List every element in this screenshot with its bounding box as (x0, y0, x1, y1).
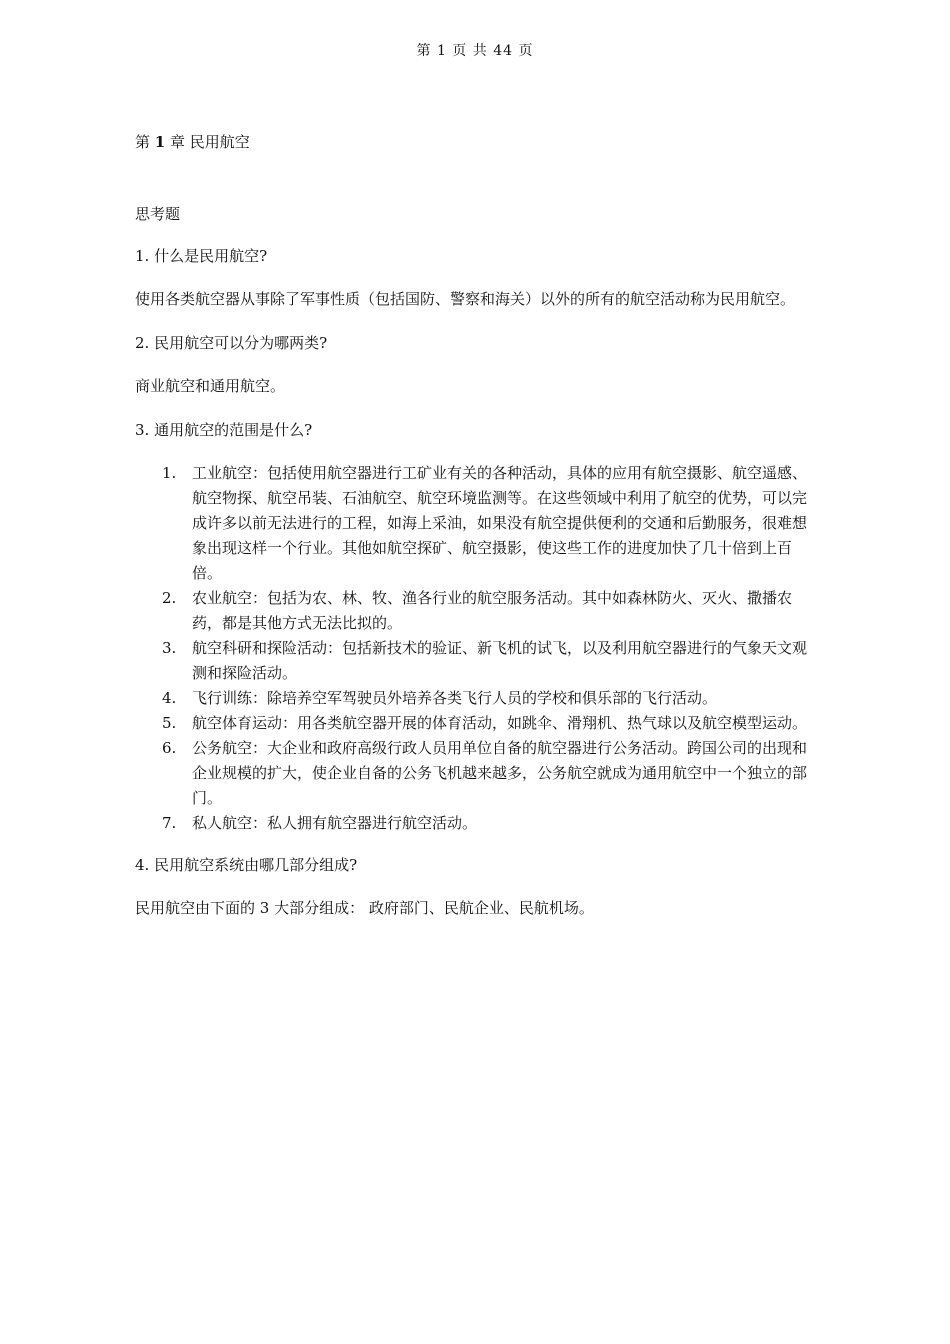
chapter-prefix: 第 (135, 133, 151, 151)
list-item-number: 3. (162, 639, 177, 657)
list-item-text: 航空体育运动：用各类航空器开展的体育活动，如跳伞、滑翔机、热气球以及航空模型运动。 (192, 714, 808, 732)
answer-1: 使用各类航空器从事除了军事性质（包括国防、警察和海关）以外的所有的航空活动称为民用航空。 (135, 290, 796, 308)
list-item (135, 586, 810, 636)
list-item-text: 飞行训练：除培养空军驾驶员外培养各类飞行人员的学校和俱乐部的飞行活动。 (192, 689, 718, 707)
list-item-text: 航空科研和探险活动：包括新技术的验证、新飞机的试飞，以及利用航空器进行的气象天文观测和探险活动。 (192, 639, 808, 682)
page-header: 第 1 页 共 44 页 (416, 43, 534, 59)
list-item-number: 6. (162, 739, 177, 757)
list-item-number: 1. (162, 464, 177, 482)
list-item-text: 工业航空：包括使用航空器进行工矿业有关的各种活动，具体的应用有航空摄影、航空遥感、航空物探、航空吊装、石油航空、航空环境监测等。在这些领域中利用了航空的优势，可以完成许多以前无法进行的工程，如海上采油，如果没有航空提供便利的交通和后勤服务，很难想象出现这样一个行业。其他如航空探矿、航空摄影，使这些工作的进度加快了几十倍到上百倍。 (192, 464, 808, 582)
list-item-text: 公务航空：大企业和政府高级行政人员用单位自备的航空器进行公务活动。跨国公司的出现和企业规模的扩大，使企业自备的公务飞机越来越多，公务航空就成为通用航空中一个独立的部门。 (192, 739, 808, 807)
question-3: 3. 通用航空的范围是什么? (135, 421, 313, 439)
list-item (135, 811, 810, 836)
list-item (135, 461, 810, 586)
scope-list (135, 461, 810, 836)
list-item (135, 686, 810, 711)
list-item (135, 636, 810, 686)
question-2: 2. 民用航空可以分为哪两类? (135, 334, 328, 352)
question-4: 4. 民用航空系统由哪几部分组成? (135, 856, 358, 874)
chapter-number: 1 (154, 133, 166, 151)
list-item-text: 农业航空：包括为农、林、牧、渔各行业的航空服务活动。其中如森林防火、灭火、撒播农药，都是其他方式无法比拟的。 (192, 589, 793, 632)
document-body (135, 131, 810, 941)
chapter-name: 章 民用航空 (170, 133, 250, 151)
list-item-number: 4. (162, 689, 177, 707)
answer-4: 民用航空由下面的 3 大部分组成： 政府部门、民航企业、民航机场。 (135, 899, 594, 917)
chapter-title (135, 131, 810, 153)
answer-2: 商业航空和通用航空。 (135, 377, 286, 395)
list-item-number: 7. (162, 814, 177, 832)
list-item-number: 2. (162, 589, 177, 607)
list-item-number: 5. (162, 714, 177, 732)
question-1: 1. 什么是民用航空? (135, 247, 268, 265)
list-item-text: 私人航空：私人拥有航空器进行航空活动。 (192, 814, 478, 832)
section-title: 思考题 (135, 205, 181, 223)
list-item (135, 711, 810, 736)
list-item (135, 736, 810, 811)
